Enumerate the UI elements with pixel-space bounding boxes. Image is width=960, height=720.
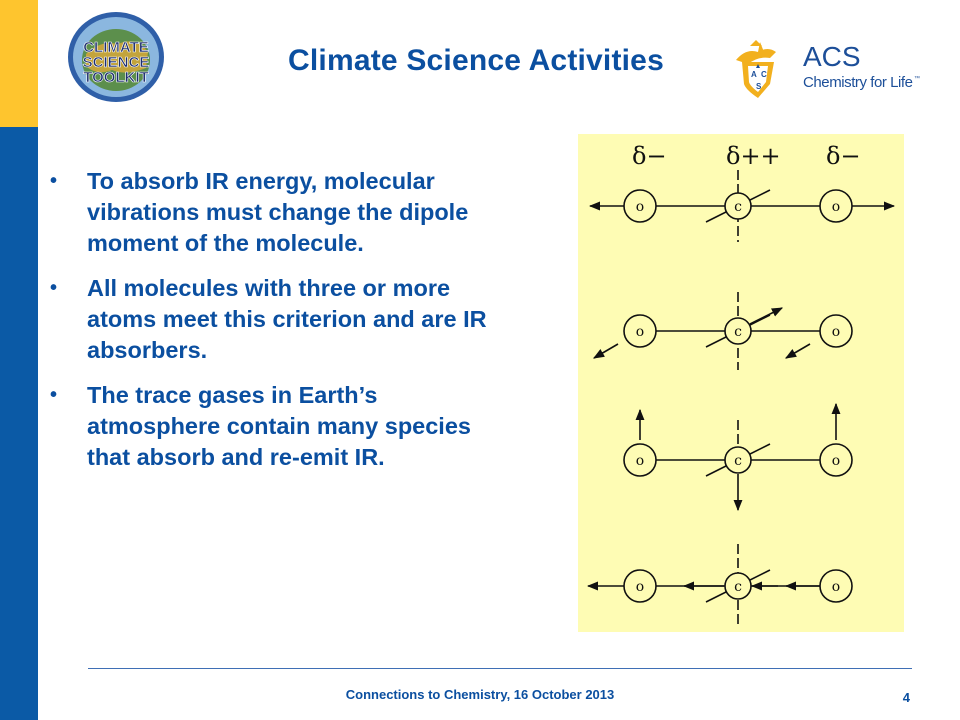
atom-label-o: o: [635, 453, 645, 469]
atom-label-o: o: [635, 324, 645, 340]
footer-text: Connections to Chemistry, 16 October 2013: [345, 687, 615, 702]
acs-shield-letter-c: C: [761, 70, 767, 79]
logo-line-2: SCIENCE: [82, 54, 150, 71]
climate-science-toolkit-logo: [66, 5, 168, 104]
page-number: 4: [902, 690, 910, 705]
atom-label-c: c: [734, 324, 742, 340]
acs-tagline: Chemistry for Life: [803, 74, 913, 91]
charge-label-center: δ++: [726, 142, 781, 170]
acs-wordmark: ACS: [803, 41, 861, 72]
atom-label-c: c: [734, 453, 742, 469]
atom-label-o: o: [831, 199, 841, 215]
sidebar-blue-band: [0, 127, 38, 720]
bullet-line: vibrations must change the dipole: [87, 199, 469, 225]
footer-divider: [88, 668, 912, 669]
bullet-line: absorbers.: [87, 337, 208, 363]
atom-label-o: o: [831, 324, 841, 340]
bullet-line: To absorb IR energy, molecular: [87, 168, 435, 194]
bullet-icon: •: [50, 384, 58, 406]
logo-line-1: CLIMATE: [83, 39, 149, 56]
charge-label-left: δ−: [632, 142, 667, 170]
sidebar-yellow-band: [0, 0, 38, 127]
charge-label-right: δ−: [826, 142, 861, 170]
bullet-icon: •: [50, 170, 58, 192]
slide-title: Climate Science Activities: [288, 44, 664, 77]
bullet-line: moment of the molecule.: [87, 230, 364, 256]
atom-label-o: o: [635, 199, 645, 215]
co2-vibration-diagram: [578, 134, 904, 632]
acs-trademark: ™: [914, 76, 920, 82]
acs-shield-letter-s: S: [756, 82, 762, 91]
acs-eagle-icon: [736, 40, 776, 98]
bullet-icon: •: [50, 277, 58, 299]
acs-logo: [736, 38, 926, 104]
bullet-line: atoms meet this criterion and are IR: [87, 306, 487, 332]
bullet-line: atmosphere contain many species: [87, 413, 471, 439]
mode-asymmetric-stretch: [588, 544, 852, 626]
atom-label-c: c: [734, 199, 742, 215]
atom-label-o: o: [831, 579, 841, 595]
atom-label-o: o: [635, 579, 645, 595]
bullet-list: [50, 166, 550, 487]
logo-ring-text: AMERICAN CHEMICAL SOCIETY: [66, 5, 168, 12]
bullet-item-2: [50, 273, 550, 366]
bullet-item-1: [50, 166, 550, 259]
logo-line-3: TOOLKIT: [83, 69, 149, 86]
bullet-line: that absorb and re-emit IR.: [87, 444, 385, 470]
atom-label-c: c: [734, 579, 742, 595]
bullet-line: All molecules with three or more: [87, 275, 451, 301]
bullet-item-3: [50, 380, 550, 473]
bullet-line: The trace gases in Earth’s: [87, 382, 378, 408]
acs-shield-letter-a: A: [751, 70, 757, 79]
atom-label-o: o: [831, 453, 841, 469]
mode-bend-in-plane: [594, 292, 852, 370]
